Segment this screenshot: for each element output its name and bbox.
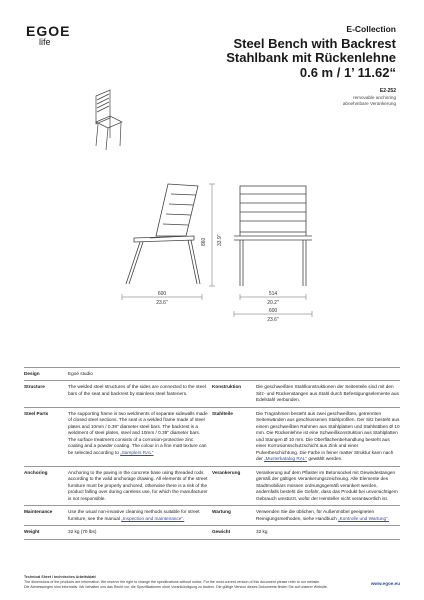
spec-label-de: Konstruktion — [212, 384, 242, 390]
perspective-thumbnail — [96, 90, 122, 150]
note-en: removable anchoring — [353, 94, 396, 100]
spec-text-de — [256, 411, 400, 463]
spec-text-de: Verankerung auf dem Pflaster im Betonsockel mit Gewindestangen gemäß der gültigen Verankerungszeichnung. Alle Elemente des Stadtmobiliars müssen ordnungsgemäß verankert werden, andernfalls besteht die Gefahr, dass das Produkt bei unvorsichtigem Gebrauch umstürzt, wofür der Hersteller nicht verantwortlich ist. — [256, 469, 398, 501]
spec-row-maintenance — [24, 505, 400, 525]
front-width-in: 23.6" — [267, 317, 279, 323]
title-de: Stahlbank mit Rückenlehne — [226, 50, 396, 66]
brand-name: EGOE — [26, 23, 71, 39]
spec-text-en: The welded steel structures of the sides are connected to the steel bars of the seat and backrest by stainless steel fasteners. — [68, 384, 206, 396]
spec-label-en: Maintenance — [24, 509, 53, 515]
spec-body-en: The supporting frame is two weldments of separate sidewalls made of closed steel sections. The seat is a welded frame made of steel plates and 10mm / 0.39" diameter steel bars. The backrest is a weldment of steel plates, steel and 10mm / 0.39" diameter bars. The surface treatment consists of a corrosion-protective zinc coating and a powder coating. The colour in a fine matt texture can be selected according to — [68, 410, 208, 455]
spec-text-en — [68, 509, 212, 522]
spec-label-en: Anchoring — [24, 469, 48, 475]
spec-label-en: Steel Parts — [24, 410, 49, 416]
spec-body-de: Verwenden Sie die üblichen, für Außenmöbel geeigneten Reinigungsmethoden, siehe Handbuch — [256, 509, 375, 521]
spec-text-de: 32 kg — [256, 529, 268, 535]
spec-label-en: Weight — [24, 529, 40, 535]
website-link[interactable]: www.egoe.eu — [370, 581, 400, 586]
spec-label-de: Verankerung — [212, 469, 241, 475]
side-height-dimension — [209, 184, 215, 286]
musterkatalog-ral-link[interactable]: „Musterkatalog RAL“ — [264, 456, 308, 462]
spec-body-en: Use the usual non-invasive cleaning methods suitable for street furniture, see the manual — [68, 509, 200, 521]
spec-row-weight — [24, 525, 400, 539]
kontrolle-wartung-link[interactable]: „Kontrolle und Wartung“. — [338, 515, 390, 521]
spec-label-en: Structure — [24, 384, 45, 390]
spec-row-structure — [24, 380, 400, 406]
footer-heading: Technical Sheet / technisches Arbeitsblatt — [24, 575, 96, 579]
collection-name: E-Collection — [346, 24, 396, 34]
spec-text-en: Anchoring to the paving in the concrete base using threaded rods according to the valid anchorage drawing. All elements of the street furniture must be properly anchored, otherwise there is a risk of the product falling over during careless use, for which the manufacturer is not responsible. — [68, 469, 208, 501]
spec-text-en: 32 kg (70 lbs) — [68, 529, 97, 535]
spec-text-en: Egoé studio — [68, 371, 93, 376]
side-depth-mm: 600 — [157, 291, 167, 297]
side-height-in: 33.9" — [217, 234, 223, 246]
side-height-mm: 860 — [201, 237, 207, 246]
front-inner-in: 20.2" — [267, 300, 279, 306]
spec-label-de: Gewicht — [212, 529, 231, 535]
spec-text-de — [256, 509, 400, 522]
spec-label-de: Stahlteile — [212, 410, 233, 416]
footer-disclaimer-de: Die Abmessungen sind informativ. Wir behalten uns das Recht vor, die Spezifikationen ohne Vorankündigung zu ändern. Die gültige Version dieses Dokuments finden Sie auf unserer Website. — [24, 584, 328, 589]
inspection-maintenance-link[interactable]: „Inspection and maintenance“. — [121, 515, 185, 521]
spec-text-de: Die geschweißten Stahlkonstruktionen der Seitenteile sind mit den Sitz- und Rückenstangen aus Stahl durch Befestigungselemente aus Edelstahl verbunden. — [256, 384, 399, 403]
spec-text-de — [256, 371, 400, 377]
spec-row-anchoring — [24, 466, 400, 505]
spec-body-de: Die Tragrahmen besteht aus zwei geschweißten, getrennten Seitenwänden aus geschlossenen Stahlprofilen. Der Sitz besteht aus einem geschweißten Rahmen aus Stahlplatten und Stahlstäben Ø 10 mm. Die Rückenlehne ist eine Schweißkonstruktion aus Stahlplatten und Stangen Ø 10 mm. Die Oberflächenbehandlung besteht aus einer Korrosionsschutzschicht aus Zink und einer Pulverbeschichtung. Die Farbe in feiner matter Struktur kann nach der — [256, 410, 400, 462]
spec-row-steel-parts — [24, 407, 400, 466]
spec-label-de: Wartung — [212, 509, 231, 515]
spec-label-de — [212, 371, 256, 377]
spec-table — [24, 367, 400, 540]
title-en: Steel Bench with Backrest — [233, 35, 396, 51]
spec-tail-de: gewählt werden. — [308, 456, 343, 462]
side-view-drawing — [126, 184, 200, 284]
spec-text-en — [68, 411, 212, 463]
side-depth-in: 23.6" — [156, 300, 168, 306]
samplers-ral-link[interactable]: „Samplers RAL“ — [120, 449, 154, 455]
front-view-drawing — [234, 186, 312, 286]
spec-label-en: Design — [24, 371, 40, 376]
front-inner-mm: 514 — [268, 291, 278, 297]
footer-disclaimer-en: The dimensions of the products are informative. We reserve the right to change the specifications without notice. For the most current version of this document please refer to our website. — [24, 579, 321, 584]
brand-sub: life — [39, 37, 51, 47]
product-size: 0.6 m / 1’ 11.62“ — [299, 64, 396, 80]
document-footer — [24, 575, 400, 590]
front-width-mm: 600 — [268, 308, 278, 314]
product-code: E2-252 — [379, 88, 396, 95]
spec-row-design — [24, 367, 400, 380]
note-de: abnehmbare Verankerung — [342, 100, 396, 106]
